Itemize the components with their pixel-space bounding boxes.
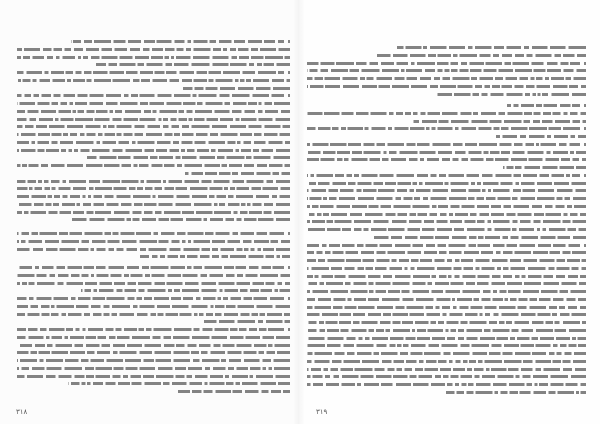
text-line [17, 232, 290, 235]
text-line [496, 135, 586, 138]
page-number-left: ۳۱۸ [16, 408, 28, 416]
text-line [17, 248, 290, 251]
text-line [17, 344, 290, 347]
text-line [307, 298, 586, 301]
text-line [307, 174, 586, 177]
text-line [435, 93, 586, 96]
text-line [307, 69, 586, 72]
text-line [17, 274, 290, 277]
text-line [17, 48, 290, 51]
text-line [17, 187, 290, 190]
text-line [307, 251, 586, 254]
text-line [87, 156, 290, 159]
text-line [307, 112, 586, 115]
text-line [17, 313, 290, 316]
page-gutter [293, 0, 305, 424]
text-line [204, 320, 290, 323]
text-line [17, 203, 290, 206]
text-line [307, 158, 586, 161]
text-line [17, 195, 290, 198]
text-line [307, 344, 586, 347]
text-line [377, 54, 586, 57]
text-line [307, 77, 586, 80]
text-line [17, 125, 290, 128]
text-line [307, 213, 586, 216]
text-line [307, 368, 586, 371]
text-line [72, 218, 290, 221]
text-line [307, 127, 586, 130]
text-line [17, 266, 290, 269]
text-line [17, 94, 290, 97]
text-line [446, 391, 586, 394]
text-line [17, 297, 290, 300]
text-line [71, 40, 290, 43]
text-line [185, 172, 290, 175]
text-line [17, 367, 290, 370]
text-line [307, 329, 586, 332]
text-line [17, 56, 290, 59]
text-line [81, 289, 290, 292]
page-number-right: ۳۱۹ [316, 408, 328, 416]
text-line [178, 390, 290, 393]
text-line [96, 63, 290, 66]
text-line [140, 255, 290, 258]
text-line [17, 351, 290, 354]
text-line [507, 104, 586, 107]
text-line [17, 102, 290, 105]
text-line [307, 321, 586, 324]
text-line [307, 85, 586, 88]
text-line [307, 290, 586, 293]
text-line [307, 313, 586, 316]
text-line [307, 337, 586, 340]
text-line [17, 79, 290, 82]
text-line [17, 282, 290, 285]
text-line [397, 46, 586, 49]
text-line [503, 166, 586, 169]
text-line [307, 189, 586, 192]
text-line [307, 383, 586, 386]
text-line [307, 143, 586, 146]
text-line [307, 205, 586, 208]
text-line [17, 180, 290, 183]
text-line [17, 141, 290, 144]
text-line [17, 211, 290, 214]
text-line [17, 336, 290, 339]
text-line [307, 306, 586, 309]
text-line [307, 220, 586, 223]
text-line [68, 382, 290, 385]
text-line [307, 228, 586, 231]
text-line [307, 151, 586, 154]
text-line [17, 305, 290, 308]
text-line [307, 267, 586, 270]
text-line [307, 360, 586, 363]
text-line [307, 282, 586, 285]
text-line [411, 120, 586, 123]
text-line [307, 244, 586, 247]
text-line [307, 259, 586, 262]
text-line [17, 375, 290, 378]
text-line [17, 164, 290, 167]
text-line [307, 352, 586, 355]
text-line [183, 87, 290, 90]
text-line [17, 149, 290, 152]
text-line [307, 275, 586, 278]
text-line [307, 182, 586, 185]
text-line [307, 62, 586, 65]
text-line [17, 240, 290, 243]
text-line [307, 197, 586, 200]
text-line [307, 375, 586, 378]
text-line [373, 236, 586, 239]
text-line [17, 110, 290, 113]
text-line [17, 328, 290, 331]
text-line [17, 71, 290, 74]
text-line [17, 118, 290, 121]
text-line [17, 359, 290, 362]
text-line [17, 133, 290, 136]
